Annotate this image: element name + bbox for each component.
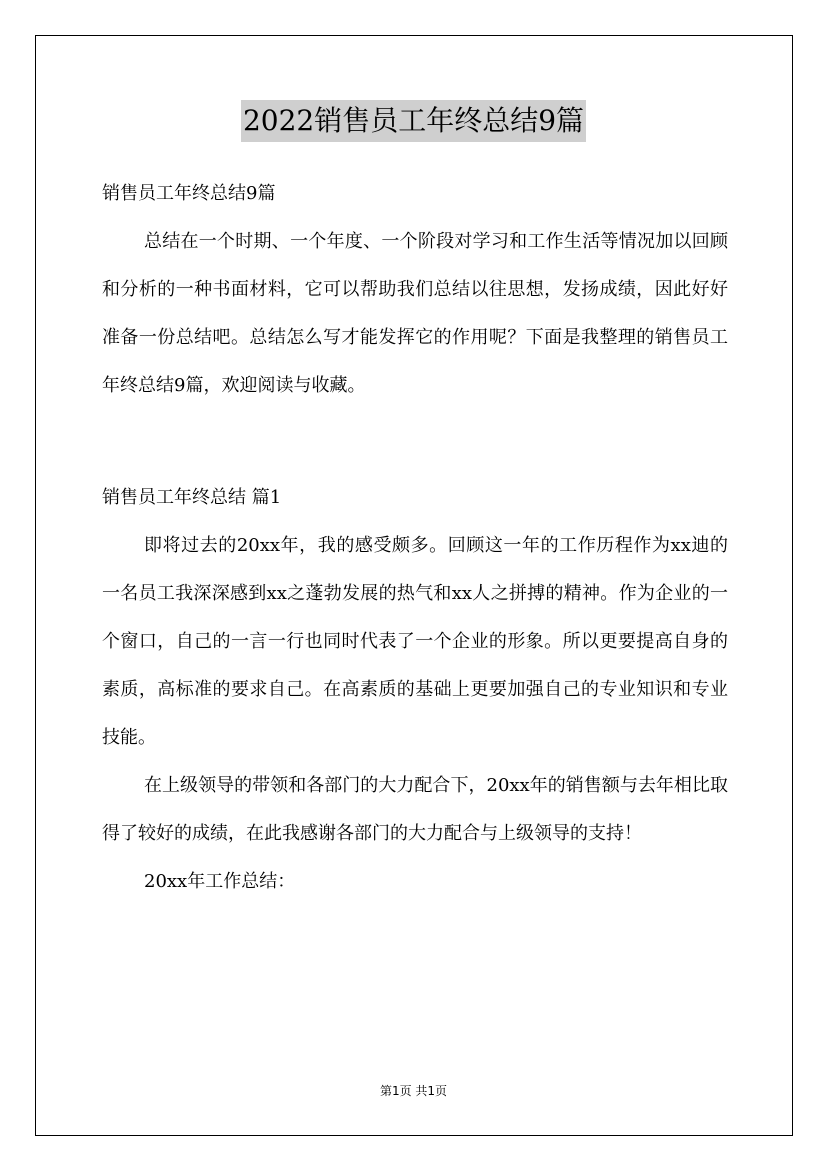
section-heading: 销售员工年终总结 篇1 — [102, 487, 282, 508]
body-paragraph: 20xx年工作总结： — [144, 871, 296, 892]
section-spacer — [102, 410, 728, 474]
body-paragraph: 即将过去的20xx年，我的感受颇多。回顾这一年的工作历程作为xx迪的一名员工我深深感到xx之蓬勃发展的热气和xx人之拼搏的精神。作为企业的一个窗口，自己的一言一行也同时代表了一个企业的形象。所以更要提高自身的素质，高标准的要求自己。在高素质的基础上更要加强自己的专业知识和专业技能。 — [102, 535, 728, 748]
document-body — [102, 170, 728, 906]
title-container — [0, 100, 827, 142]
document-title: 2022销售员工年终总结9篇 — [241, 100, 586, 142]
intro-paragraph: 总结在一个时期、一个年度、一个阶段对学习和工作生活等情况加以回顾和分析的一种书面材料，它可以帮助我们总结以往思想，发扬成绩，因此好好准备一份总结吧。总结怎么写才能发挥它的作用呢？下面是我整理的销售员工年终总结9篇，欢迎阅读与收藏。 — [102, 231, 728, 396]
document-subtitle: 销售员工年终总结9篇 — [102, 183, 276, 204]
page-footer: 第1页 共1页 — [379, 1084, 448, 1098]
body-paragraph: 在上级领导的带领和各部门的大力配合下，20xx年的销售额与去年相比取得了较好的成绩，在此我感谢各部门的大力配合与上级领导的支持！ — [102, 775, 728, 844]
